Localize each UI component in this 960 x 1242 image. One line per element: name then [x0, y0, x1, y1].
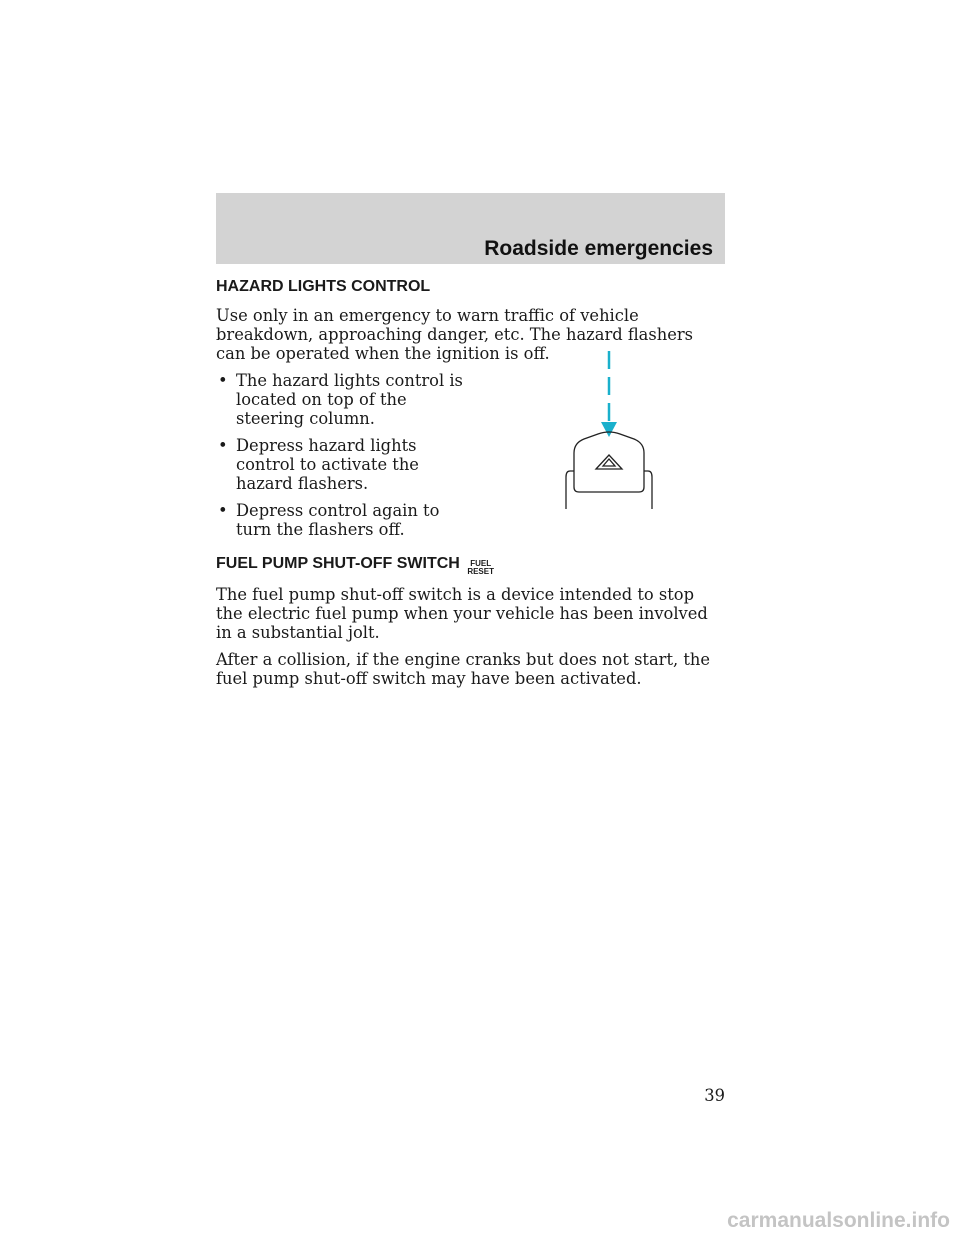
fuel-reset-icon-line2: RESET	[467, 567, 494, 576]
bullet-glyph: •	[218, 501, 228, 520]
page-content	[216, 277, 725, 696]
list-item	[216, 501, 471, 539]
hazard-heading: HAZARD LIGHTS CONTROL	[216, 278, 431, 295]
watermark: carmanualsonline.info	[727, 1209, 950, 1232]
section-header-band	[216, 193, 725, 264]
hazard-switch-illustration	[556, 349, 656, 509]
section-title: Roadside emergencies	[484, 237, 713, 260]
list-item	[216, 436, 471, 493]
bullet-glyph: •	[218, 371, 228, 390]
hazard-block	[216, 371, 725, 539]
fuel-reset-icon-line1: FUEL	[470, 559, 492, 568]
hazard-button-icon	[566, 432, 652, 509]
list-item-text: Depress hazard lights control to activate the hazard flashers.	[236, 436, 419, 493]
list-item	[216, 371, 471, 428]
page-number: 39	[704, 1086, 725, 1105]
fuel-pump-heading-text: FUEL PUMP SHUT-OFF SWITCH	[216, 555, 460, 572]
hazard-bullet-list	[216, 371, 471, 539]
fuel-paragraph: After a collision, if the engine cranks but does not start, the fuel pump shut-off switch may have been activated.	[216, 650, 711, 688]
list-item-text: Depress control again to turn the flashers off.	[236, 501, 440, 539]
hazard-intro: Use only in an emergency to warn traffic of vehicle breakdown, approaching danger, etc. The hazard flashers can be operated when the ignition is off.	[216, 306, 694, 363]
fuel-reset-icon	[467, 560, 494, 576]
pointer-arrow-icon	[601, 351, 617, 437]
bullet-glyph: •	[218, 436, 228, 455]
fuel-paragraph: The fuel pump shut-off switch is a device intended to stop the electric fuel pump when your vehicle has been involved in a substantial jolt.	[216, 585, 708, 642]
list-item-text: The hazard lights control is located on top of the steering column.	[236, 371, 463, 428]
fuel-pump-heading	[216, 554, 725, 576]
